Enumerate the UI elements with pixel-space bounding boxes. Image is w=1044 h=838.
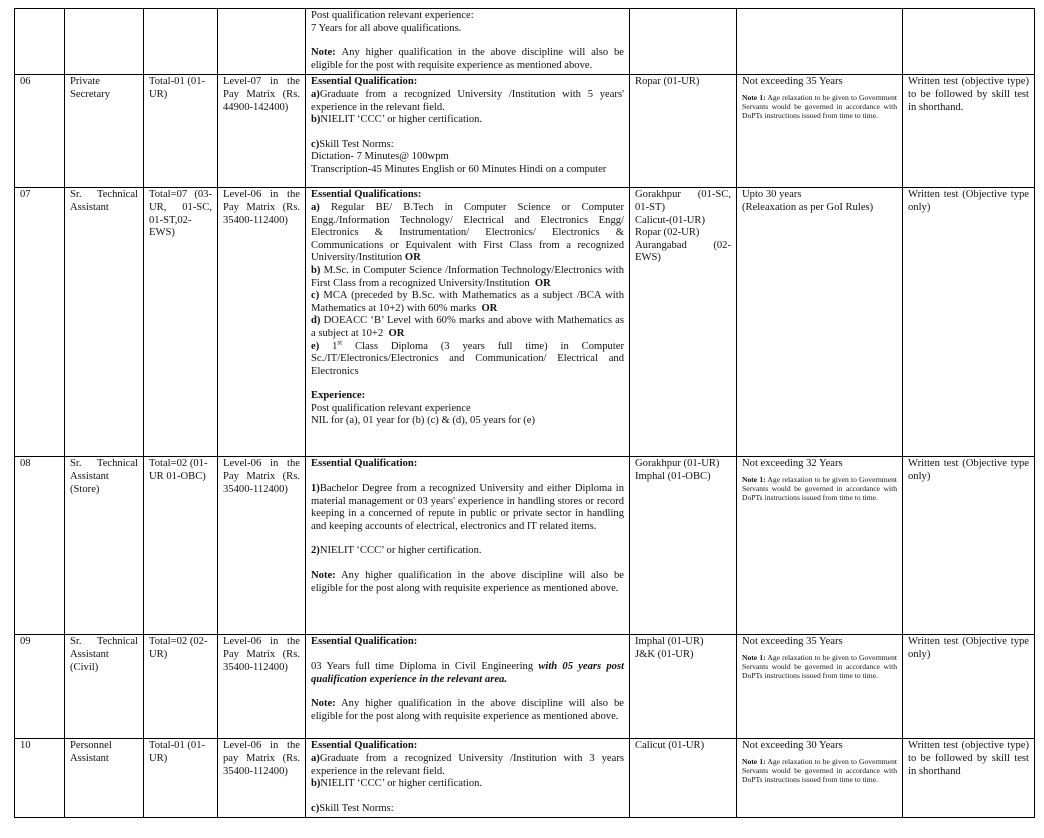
note-label: Note:	[311, 569, 336, 581]
age-cell	[737, 457, 903, 635]
note-label: Note 1:	[742, 756, 766, 766]
table-row	[15, 635, 1035, 739]
location-cell	[630, 188, 737, 457]
location-line: Imphal (01-UR)	[635, 636, 704, 648]
ordinal-suffix: st	[337, 337, 343, 346]
location-line: Calicut-(01-UR)	[635, 214, 706, 226]
qualification-line: Dictation- 7 Minutes@ 100wpm	[311, 151, 449, 163]
age-cell	[737, 9, 903, 75]
qualification-cell	[306, 457, 630, 635]
item-label: a)	[311, 752, 320, 764]
location-cell	[630, 457, 737, 635]
qualification-item	[311, 315, 624, 340]
note-label: Note 1:	[742, 474, 766, 484]
item-text: Graduate from a recognized University /Institution with 5 years' experience in the relevant field.	[311, 88, 624, 113]
qualification-cell	[306, 75, 630, 188]
item-label: c)	[311, 290, 320, 302]
vacancies-cell: Total=02 (01-UR 01-OBC)	[144, 457, 218, 635]
post-name-cell: Sr. Technical Assistant (Store)	[65, 457, 144, 635]
pay-level-cell	[218, 9, 306, 75]
item-label: e)	[311, 340, 320, 352]
item-text: NIELIT ‘CCC’ or higher certification.	[320, 778, 483, 790]
experience-line: NIL for (a), 01 year for (b) (c) & (d), 05 years for (e)	[311, 415, 536, 427]
qualification-item	[311, 114, 624, 127]
age-cell	[737, 188, 903, 457]
location-line: Ropar (02-UR)	[635, 227, 700, 239]
table-row	[15, 188, 1035, 457]
age-cell	[737, 739, 903, 818]
age-limit: Not exceeding 30 Years	[742, 740, 843, 752]
age-relaxation-note	[742, 93, 897, 121]
note-label: Note 1:	[742, 652, 766, 662]
item-label: d)	[311, 315, 321, 327]
selection-cell	[903, 9, 1035, 75]
qualification-note	[311, 570, 624, 595]
sl-no-cell: 09	[15, 635, 65, 739]
qualification-item	[311, 139, 624, 152]
qualification-cell	[306, 9, 630, 75]
qualification-item	[311, 290, 624, 315]
vacancies-cell: Total=07 (03-UR, 01-SC, 01-ST,02-EWS)	[144, 188, 218, 457]
age-relaxation-note	[742, 757, 897, 785]
pay-level-cell: Level-06 in the Pay Matrix (Rs. 35400-112400)	[218, 635, 306, 739]
item-text: DOEACC ‘B’ Level with 60% marks and above with Mathematics as a subject at 10+2	[311, 315, 624, 339]
or-label: OR	[534, 277, 551, 289]
qualification-item	[311, 483, 624, 533]
age-relaxation: (Releaxation as per GoI Rules)	[742, 201, 874, 213]
experience-heading: Experience:	[311, 390, 366, 402]
qualification-note	[311, 47, 624, 72]
qualification-item	[311, 778, 624, 791]
item-text: 1	[332, 340, 338, 352]
age-relaxation-note	[742, 653, 897, 681]
sl-no-cell: 08	[15, 457, 65, 635]
note-text: Any higher qualification in the above discipline will also be eligible for the post with requisite experience as mentioned above.	[311, 47, 624, 71]
location-line: Imphal (01-OBC)	[635, 470, 711, 482]
selection-cell: Written test (objective type) to be followed by skill test in shorthand	[903, 739, 1035, 818]
item-emphasis: with 05 years post qualification experience in the relevant area.	[311, 660, 625, 685]
post-name-cell: Sr. Technical Assistant (Civil)	[65, 635, 144, 739]
age-cell	[737, 75, 903, 188]
age-limit: Not exceeding 35 Years	[742, 636, 843, 648]
location-cell	[630, 9, 737, 75]
item-text: Class Diploma (3 years full time) in Computer Sc./IT/Electronics/Electronics and Communication/ Electrical and Electronics	[311, 340, 624, 377]
note-label: Note:	[311, 47, 342, 59]
note-label: Note 1:	[742, 92, 766, 102]
location-line: J&K (01-UR)	[635, 648, 694, 660]
sl-no-cell: 07	[15, 188, 65, 457]
pay-level-cell: Level-06 in the Pay Matrix (Rs. 35400-112400)	[218, 188, 306, 457]
sl-no-cell: 06	[15, 75, 65, 188]
age-limit: Not exceeding 35 Years	[742, 76, 843, 88]
qualification-cell	[306, 739, 630, 818]
item-text: NIELIT ‘CCC’ or higher certification.	[319, 545, 482, 557]
item-text: Regular BE/ B.Tech in Computer Science or Computer Engg./Information Technology/ Electrical and Electronics Engg/ Electronics & Instrumentation/ Electronics/ Electronics & Communications or Equivalent with First Class from a recognized University/Institution	[311, 201, 624, 264]
vacancies-cell	[144, 9, 218, 75]
table-row	[15, 9, 1035, 75]
qualification-cell	[306, 635, 630, 739]
note-text: Age relaxation to be given to Government Servants would be governed in accordance with DoPTs instructions issued from time to time.	[742, 652, 897, 681]
item-text: 03 Years full time Diploma in Civil Engineering	[311, 660, 534, 672]
location-cell: Calicut (01-UR)	[630, 739, 737, 818]
qualification-heading: Essential Qualification:	[311, 636, 418, 648]
table-row	[15, 739, 1035, 818]
selection-cell: Written test (objective type) to be followed by skill test in shorthand.	[903, 75, 1035, 188]
item-text: Skill Test Norms:	[319, 138, 394, 150]
vacancies-cell: Total=02 (02-UR)	[144, 635, 218, 739]
selection-cell: Written test (Objective type only)	[903, 457, 1035, 635]
post-name-cell: Private Secretary	[65, 75, 144, 188]
table-row	[15, 75, 1035, 188]
selection-cell: Written test (Objective type only)	[903, 188, 1035, 457]
note-label: Note:	[311, 698, 336, 710]
pay-level-cell: Level-07 in the Pay Matrix (Rs. 44900-142400)	[218, 75, 306, 188]
item-text: MCA (preceded by B.Sc. with Mathematics as a subject /BCA with Mathematics at 10+2) with 60% marks	[311, 290, 624, 314]
item-label: 1)	[311, 482, 320, 494]
post-name-cell: Personnel Assistant	[65, 739, 144, 818]
item-label: c)	[311, 802, 320, 814]
item-label: b)	[311, 114, 321, 126]
location-line: Aurangabad (02-EWS)	[635, 239, 731, 264]
pay-level-cell: Level-06 in the Pay Matrix (Rs. 35400-112400)	[218, 457, 306, 635]
experience-line: Post qualification relevant experience	[311, 402, 471, 414]
recruitment-table	[14, 8, 1035, 818]
qualification-item	[311, 545, 624, 558]
note-text: Any higher qualification in the above discipline will also be eligible for the post along with requisite experience as mentioned above.	[311, 569, 624, 594]
item-label: a)	[311, 201, 320, 213]
age-limit: Upto 30 years	[742, 189, 802, 201]
post-name-cell: Sr. Technical Assistant	[65, 188, 144, 457]
item-label: b)	[311, 264, 321, 276]
qualification-heading: Essential Qualification:	[311, 76, 418, 88]
location-cell: Ropar (01-UR)	[630, 75, 737, 188]
qualification-heading: Essential Qualification:	[311, 740, 418, 752]
recruitment-page	[14, 8, 1034, 818]
qualification-item	[311, 265, 624, 290]
location-line: Gorakhpur (01-SC, 01-ST)	[635, 189, 731, 213]
qualification-item	[311, 337, 624, 379]
qualification-item	[311, 89, 624, 114]
item-label: a)	[311, 88, 320, 100]
item-text: Bachelor Degree from a recognized University and either Diploma in material management or 03 years' experience in handling stores or record keeping in a concerned of repute in public or private sector in handling and keeping accounts of electrical, electronics and IT related items.	[311, 482, 624, 532]
qualification-cell	[306, 188, 630, 457]
age-limit: Not exceeding 32 Years	[742, 458, 843, 470]
or-label: OR	[481, 302, 498, 314]
qualification-line: 7 Years for all above qualifications.	[311, 22, 462, 34]
location-cell	[630, 635, 737, 739]
item-text: M.Sc. in Computer Science /Information Technology/Electronics with First Class from a recognized University/Institution	[311, 264, 624, 289]
item-text: Skill Test Norms:	[319, 802, 394, 814]
note-text: Age relaxation to be given to Government Servants would be governed in accordance with DoPTs instructions issued from time to time.	[742, 92, 897, 121]
note-text: Any higher qualification in the above discipline will also be eligible for the post along with requisite experience as mentioned above.	[311, 698, 624, 722]
age-relaxation-note	[742, 475, 897, 503]
qualification-item	[311, 803, 624, 816]
sl-no-cell	[15, 9, 65, 75]
location-line: Gorakhpur (01-UR)	[635, 458, 720, 470]
qualification-item	[311, 753, 624, 778]
item-label: c)	[311, 138, 320, 150]
age-cell	[737, 635, 903, 739]
qualification-heading: Essential Qualification:	[311, 458, 418, 470]
qualification-item	[311, 661, 624, 686]
qualification-item	[311, 202, 624, 265]
item-text: NIELIT ‘CCC’ or higher certification.	[320, 114, 483, 126]
note-text: Age relaxation to be given to Government Servants would be governed in accordance with DoPTs instructions issued from time to time.	[742, 474, 897, 503]
item-label: 2)	[311, 545, 320, 557]
vacancies-cell: Total-01 (01-UR)	[144, 739, 218, 818]
item-text: Graduate from a recognized University /Institution with 3 years experience in the relevant field.	[311, 752, 624, 777]
item-label: b)	[311, 778, 321, 790]
or-label: OR	[388, 327, 405, 339]
qualification-note	[311, 698, 624, 723]
note-text: Age relaxation to be given to Government Servants would be governed in accordance with DoPTs instructions issued from time to time.	[742, 756, 897, 785]
table-row	[15, 457, 1035, 635]
qualification-heading: Essential Qualifications:	[311, 189, 422, 201]
post-name-cell	[65, 9, 144, 75]
selection-cell: Written test (Objective type only)	[903, 635, 1035, 739]
sl-no-cell: 10	[15, 739, 65, 818]
or-label: OR	[404, 252, 421, 264]
qualification-line: Post qualification relevant experience:	[311, 10, 474, 21]
qualification-line: Transcription-45 Minutes English or 60 Minutes Hindi on a computer	[311, 163, 607, 175]
vacancies-cell: Total-01 (01-UR)	[144, 75, 218, 188]
pay-level-cell: Level-06 in the pay Matrix (Rs. 35400-112400)	[218, 739, 306, 818]
